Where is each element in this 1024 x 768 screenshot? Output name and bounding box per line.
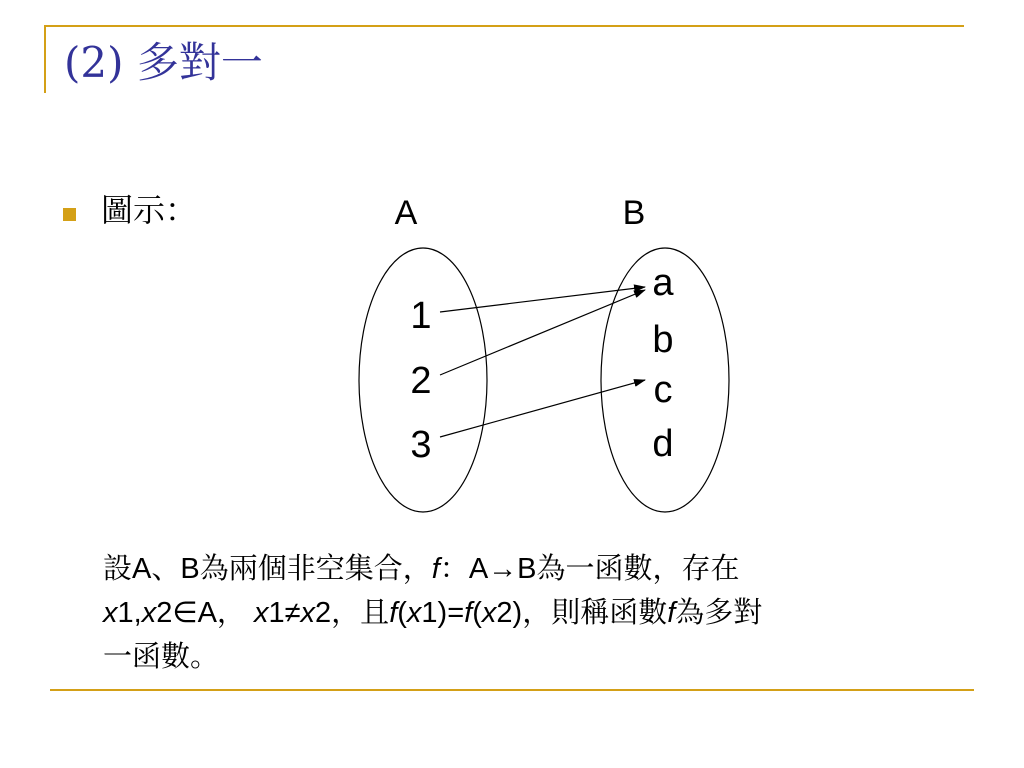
text-run: ：	[439, 551, 469, 585]
text-run: f	[464, 597, 473, 629]
text-run: x	[300, 597, 316, 629]
text-run: A→B	[468, 553, 537, 585]
text-run: 為多對	[675, 595, 763, 629]
text-run: ，則稱函數	[522, 595, 668, 629]
text-run: A	[132, 553, 152, 585]
text-run: 2)	[496, 597, 523, 629]
text-run: 、	[151, 551, 181, 585]
definition-line	[103, 547, 943, 591]
text-run: ，且	[331, 595, 390, 629]
text-run: x	[481, 597, 497, 629]
domain-element: 2	[410, 360, 432, 402]
text-run: (	[472, 597, 482, 629]
text-run: f	[389, 597, 398, 629]
mapping-arrow	[440, 380, 645, 437]
set-a-label: A	[394, 194, 418, 232]
domain-element: 1	[410, 295, 432, 337]
text-run: x	[406, 597, 422, 629]
text-run: x	[141, 597, 157, 629]
text-run: 一函數。	[103, 639, 220, 673]
definition-line	[103, 591, 943, 635]
text-run: 設	[103, 551, 133, 585]
text-run: 1,	[117, 597, 142, 629]
definition-line	[103, 635, 943, 678]
codomain-element: b	[652, 319, 674, 361]
text-run: 為一函數，存在	[536, 551, 740, 585]
text-run: B	[180, 553, 200, 585]
text-run: x	[253, 597, 269, 629]
codomain-element: a	[652, 262, 674, 304]
text-run: f	[431, 553, 440, 585]
text-run: 2	[315, 597, 332, 629]
definition-text	[103, 547, 943, 678]
text-run: 2∈A，	[156, 597, 254, 629]
codomain-elements	[652, 262, 674, 465]
codomain-element: d	[652, 423, 674, 465]
domain-elements	[410, 295, 431, 466]
domain-element: 3	[410, 424, 432, 466]
set-b-label: B	[622, 194, 646, 232]
slide-title: (2) 多對一	[64, 38, 263, 87]
text-run: 為兩個非空集合，	[199, 551, 432, 585]
mapping-arrow	[440, 290, 645, 375]
bullet-label: 圖示：	[101, 191, 198, 229]
text-run: (	[397, 597, 407, 629]
text-run: 1)=	[421, 597, 465, 629]
codomain-element: c	[653, 369, 673, 411]
text-run: 1≠	[268, 597, 301, 629]
text-run: f	[667, 597, 676, 629]
text-run: x	[103, 597, 118, 629]
mapping-arrows	[440, 287, 645, 437]
slide-frame-bottom-line	[50, 689, 974, 691]
